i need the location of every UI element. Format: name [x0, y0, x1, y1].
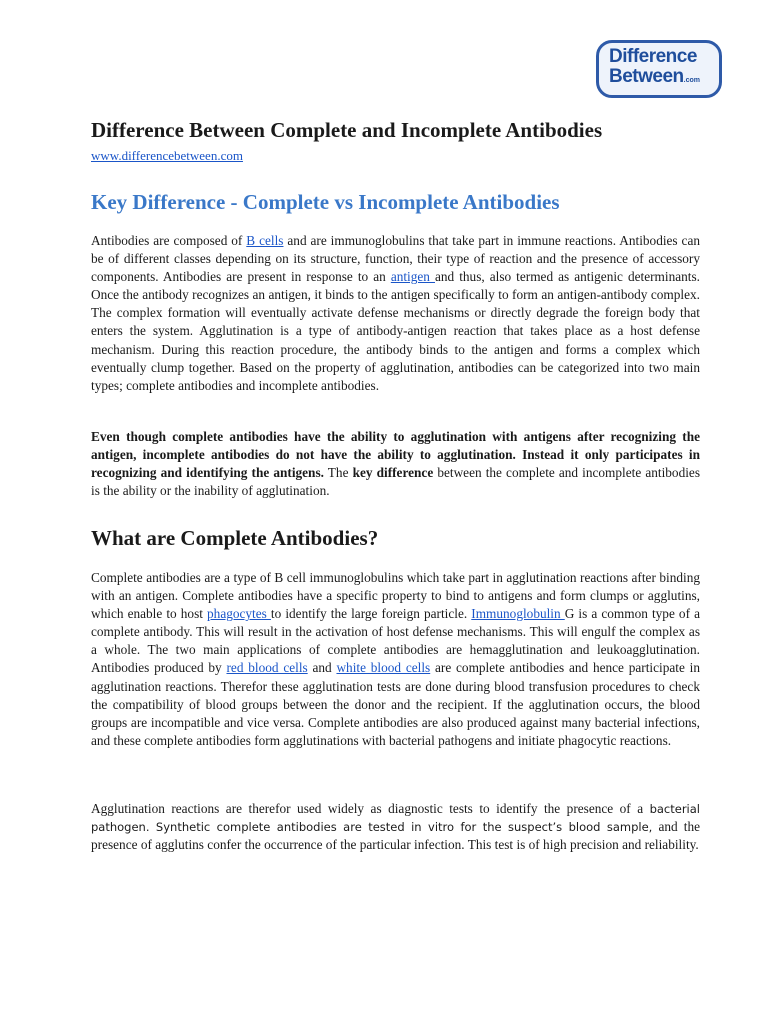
key-difference-paragraph: [91, 428, 700, 500]
diagnostic-text-1: Agglutination reactions are therefor used widely as diagnostic tests to identify the presence of a: [91, 801, 650, 816]
diagnostic-text-2: and the presence of agglutins confer the occurrence of the particular infection. This test is of high precision and reliability.: [91, 819, 700, 853]
complete-text-5: are complete antibodies and hence participate in agglutination reactions. Therefor these agglutination tests are done during blood transfusion procedures to check the compatibility of blood groups between the donor and the recipient. If the agglutination occurs, the blood groups are incompatible and vice versa. Complete antibodies are also produced against many bacterial infections, and these complete antibodies form agglutinations with bacterial pathogens and initiate phagocytic reactions.: [91, 660, 700, 748]
complete-antibodies-paragraph: [91, 569, 700, 750]
complete-text-4: and: [307, 660, 337, 676]
antigen-link[interactable]: antigen: [390, 269, 435, 285]
intro-text-2: and are immunoglobulins that take part in immune reactions. Antibodies can be of different classes depending on its structure, function, their type of reaction and the presence of accessory components. Antibodies are present in response to an: [91, 233, 700, 285]
diagnostic-text-sans: bacterial pathogen. Synthetic complete antibodies are tested in vitro for the suspect’s blood sample,: [91, 802, 700, 835]
logo-line-2-text: Between: [609, 66, 684, 87]
complete-text-1: Complete antibodies are a type of B cell immunoglobulins which take part in agglutination reactions after binding with an antigen. Complete antibodies have a specific property to bind to antigens and form clumps or agglutins, which enable to host: [91, 570, 700, 622]
intro-text-1: Antibodies are composed of: [91, 233, 247, 248]
immunoglobulin-link[interactable]: Immunoglobulin: [471, 606, 565, 622]
diagnostic-paragraph: [91, 800, 700, 854]
difference-between-logo[interactable]: [596, 40, 722, 98]
key-difference-heading: Key Difference - Complete vs Incomplete Antibodies: [91, 190, 560, 214]
website-link[interactable]: www.differencebetween.com: [91, 148, 243, 163]
key-difference-text-2: between the complete and incomplete antibodies is the ability or the inability of agglutination.: [91, 465, 700, 499]
intro-paragraph: [91, 232, 700, 395]
complete-text-2: to identify the large foreign particle.: [270, 606, 472, 622]
logo-line-1: Difference: [609, 46, 697, 67]
logo-suffix: .com: [683, 77, 700, 84]
b-cells-link[interactable]: B cells: [246, 233, 284, 248]
document-title: Difference Between Complete and Incomplete Antibodies: [91, 118, 603, 142]
key-difference-bold-text: Even though complete antibodies have the ability to agglutination with antigens after recognizing the antigen, incomplete antibodies do not have the ability to agglutination. Instead it only participates in recognizing and identifying the antigens.: [91, 429, 700, 481]
red-blood-cells-link[interactable]: red blood cells: [226, 660, 308, 676]
phagocytes-link[interactable]: phagocytes: [207, 606, 271, 622]
complete-antibodies-heading: What are Complete Antibodies?: [91, 526, 379, 550]
complete-text-3: G is a common type of a complete antibody. This will result in the activation of host defense mechanisms. This will engulf the complex as a whole. The two main applications of complete antibodies are hemagglutination and leukoagglutination. Antibodies produced by: [91, 606, 700, 676]
logo-line-2: [609, 67, 719, 91]
intro-text-3: and thus, also termed as antigenic determinants. Once the antibody recognizes an antigen, it binds to the antigen specifically to form an antigen-antibody complex. The complex formation will eventually activate defense mechanisms or directly degrade the foreign body that enters the system. Agglutination is a type of antibody-antigen reaction that takes place as a host defense mechanism. During this reaction procedure, the antibody binds to the antigen and forms a complex which eventually clump together. Based on the property of agglutination, antibodies can be categorized into two main types; complete antibodies and incomplete antibodies.: [91, 269, 700, 393]
key-difference-text-1: The: [323, 465, 353, 481]
key-difference-term: key difference: [352, 465, 434, 481]
white-blood-cells-link[interactable]: white blood cells: [336, 660, 431, 676]
